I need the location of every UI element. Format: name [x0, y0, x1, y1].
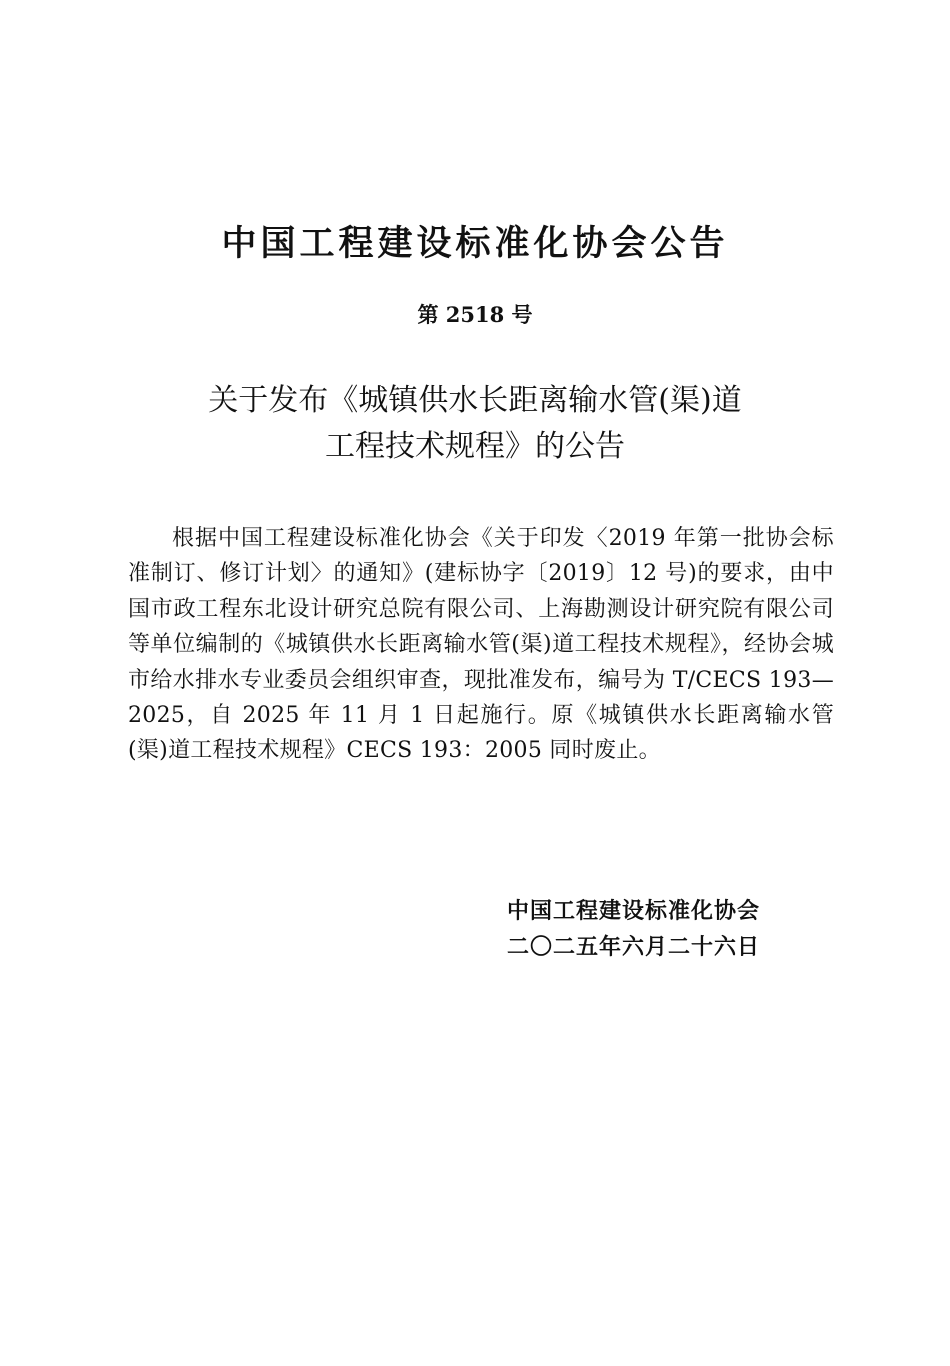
- notice-title-line-1: 关于发布《城镇供水长距离输水管(渠)道: [208, 383, 742, 418]
- organization-title: 中国工程建设标准化协会公告: [221, 224, 729, 264]
- signature-organization: 中国工程建设标准化协会: [507, 899, 761, 924]
- notice-body-paragraph: 根据中国工程建设标准化协会《关于印发〈2019 年第一批协会标准制订、修订计划〉的通知》(建标协字〔2019〕12 号)的要求，由中国市政工程东北设计研究总院有限公司、上海勘测设计研究院有限公司等单位编制的《城镇供水长距离输水管(渠)道工程技术规程》，经协会城市给水排水专业委员会组织审查，现批准发布，编号为 T/CECS 193—2025，自 2025 年 11 月 1 日起施行。原《城镇供水长距离输水管(渠)道工程技术规程》CECS 193：2005 同时废止。: [128, 526, 834, 764]
- signature-date: 二〇二五年六月二十六日: [507, 935, 761, 960]
- notice-number: 第 2518 号: [417, 302, 533, 327]
- notice-title-line-2: 工程技术规程》的公告: [325, 429, 625, 464]
- notice-title: [0, 378, 950, 470]
- signature-block: [507, 894, 760, 966]
